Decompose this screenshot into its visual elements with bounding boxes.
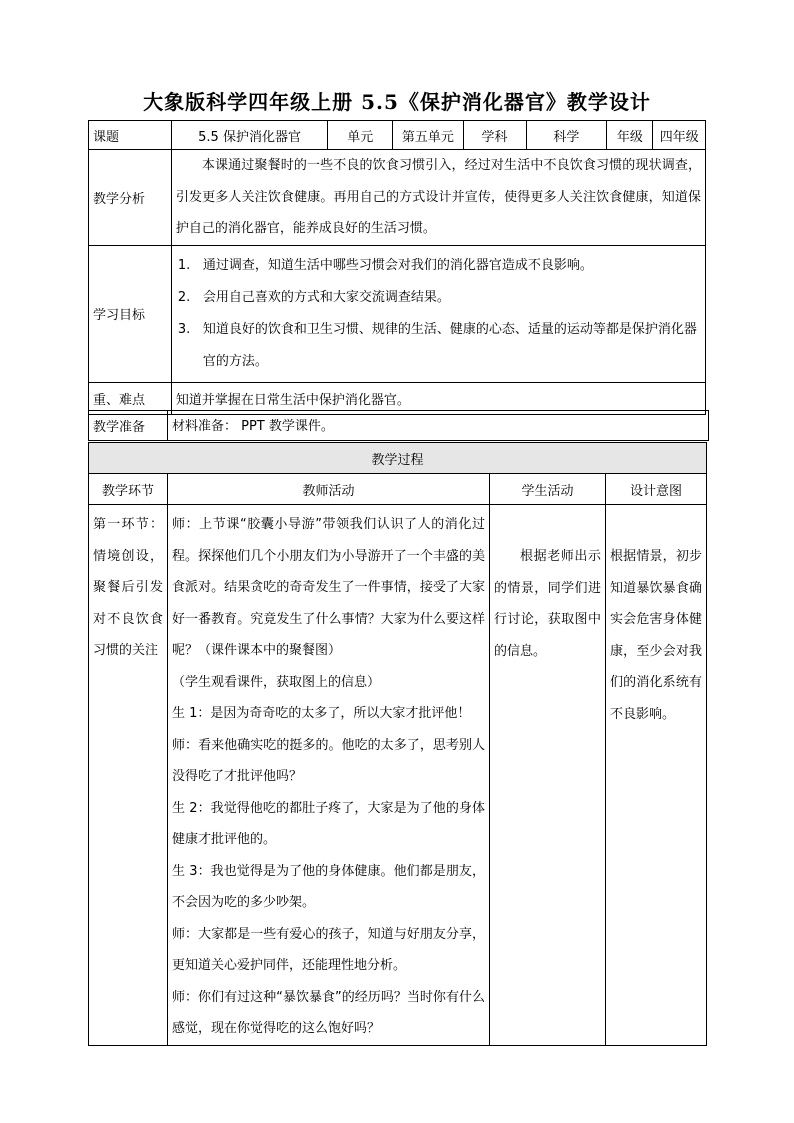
info-row	[89, 121, 706, 150]
goal-text: 知道良好的饮食和卫生习惯、规律的生活、健康的心态、适量的运动等都是保护消化器官的方法。	[202, 321, 697, 369]
teacher-activity-cell	[168, 505, 490, 1046]
teacher-paragraph: （学生观看课件，获取图上的信息）	[172, 674, 381, 690]
goal-number: 1.	[177, 257, 191, 273]
analysis-text: 本课通过聚餐时的一些不良的饮食习惯引入，经过对生活中不良饮食习惯的现状调查，引发更多人关注饮食健康。再用自己的方式设计并宣传，使得更多人关注饮食健康，知道保护自己的消化器官，能养成良好的生活习惯。	[175, 158, 701, 236]
teacher-paragraph: 生 2：我觉得他吃的都肚子疼了，大家是为了他的身体健康才批评他的。	[172, 800, 485, 847]
key-points-label: 重、难点	[89, 382, 172, 414]
goals-list	[172, 246, 705, 378]
process-table	[88, 442, 707, 1046]
process-header-row	[89, 443, 707, 474]
subject-value: 科学	[526, 121, 607, 150]
student-activity-cell: 根据老师出示的情景，同学们进行讨论，获取图中的信息。	[490, 505, 606, 1046]
info-table	[88, 120, 706, 415]
analysis-cell	[171, 150, 705, 246]
goal-number: 2.	[177, 289, 191, 305]
analysis-row	[89, 150, 706, 246]
goal-item	[178, 250, 701, 282]
process-columns-row	[89, 474, 707, 505]
topic-label: 课题	[89, 121, 172, 150]
unit-value: 第五单元	[393, 121, 463, 150]
preparation-table	[88, 410, 709, 441]
process-header: 教学过程	[89, 443, 707, 474]
analysis-label: 教学分析	[89, 150, 172, 246]
teacher-paragraph: 师：看来他确实吃的挺多的。他吃的太多了，思考别人没得吃了才批评他吗？	[172, 737, 485, 784]
goals-row	[89, 245, 706, 382]
goal-text: 会用自己喜欢的方式和大家交流调查结果。	[202, 289, 450, 305]
teacher-paragraph: 师：你们有过这种“暴饮暴食”的经历吗？当时你有什么感觉，现在你觉得吃的这么饱好吗？	[172, 989, 485, 1036]
grade-label: 年级	[607, 121, 653, 150]
goal-text: 通过调查，知道生活中哪些习惯会对我们的消化器官造成不良影响。	[202, 257, 593, 273]
teacher-paragraph: 生 3：我也觉得是为了他的身体健康。他们都是朋友，不会因为吃的多少吵架。	[172, 863, 485, 910]
goal-item	[178, 314, 701, 378]
goals-cell	[171, 245, 705, 382]
goal-number: 3.	[177, 321, 191, 337]
column-teacher: 教师活动	[168, 474, 490, 505]
column-intent: 设计意图	[606, 474, 707, 505]
process-row	[89, 505, 707, 1046]
goal-item	[178, 282, 701, 314]
teacher-paragraph: 师：大家都是一些有爱心的孩子，知道与好朋友分享，更知道关心爱护同伴，还能理性地分析。	[172, 926, 485, 973]
teacher-paragraph: 师：上节课“胶囊小导游”带领我们认识了人的消化过程。探探他们几个小朋友们为小导游开了一个丰盛的美食派对。结果贪吃的奇奇发生了一件事情，接受了大家好一番教育。究竟发生了什么事情？大家为什么要这样呢？（课件课本中的聚餐图）	[172, 517, 485, 658]
document-title: 大象版科学四年级上册 5.5《保护消化器官》教学设计	[143, 90, 651, 114]
goals-label: 学习目标	[89, 245, 172, 382]
key-points-text: 知道并掌握在日常生活中保护消化器官。	[171, 382, 705, 414]
stage-cell: 第一环节：情境创设，聚餐后引发对不良饮食习惯的关注	[89, 505, 168, 1046]
unit-label: 单元	[328, 121, 393, 150]
topic-value: 5.5 保护消化器官	[171, 121, 327, 150]
grade-value: 四年级	[653, 121, 706, 150]
teacher-paragraph: 生 1：是因为奇奇吃的太多了，所以大家才批评他！	[172, 706, 471, 721]
design-intent-cell: 根据情景，初步知道暴饮暴食确实会危害身体健康，至少会对我们的消化系统有不良影响。	[606, 505, 707, 1046]
preparation-row	[89, 411, 709, 441]
subject-label: 学科	[463, 121, 526, 150]
preparation-text: 材料准备： PPT 教学课件。	[168, 411, 709, 441]
preparation-label: 教学准备	[89, 411, 168, 441]
column-student: 学生活动	[490, 474, 606, 505]
column-stage: 教学环节	[89, 474, 168, 505]
